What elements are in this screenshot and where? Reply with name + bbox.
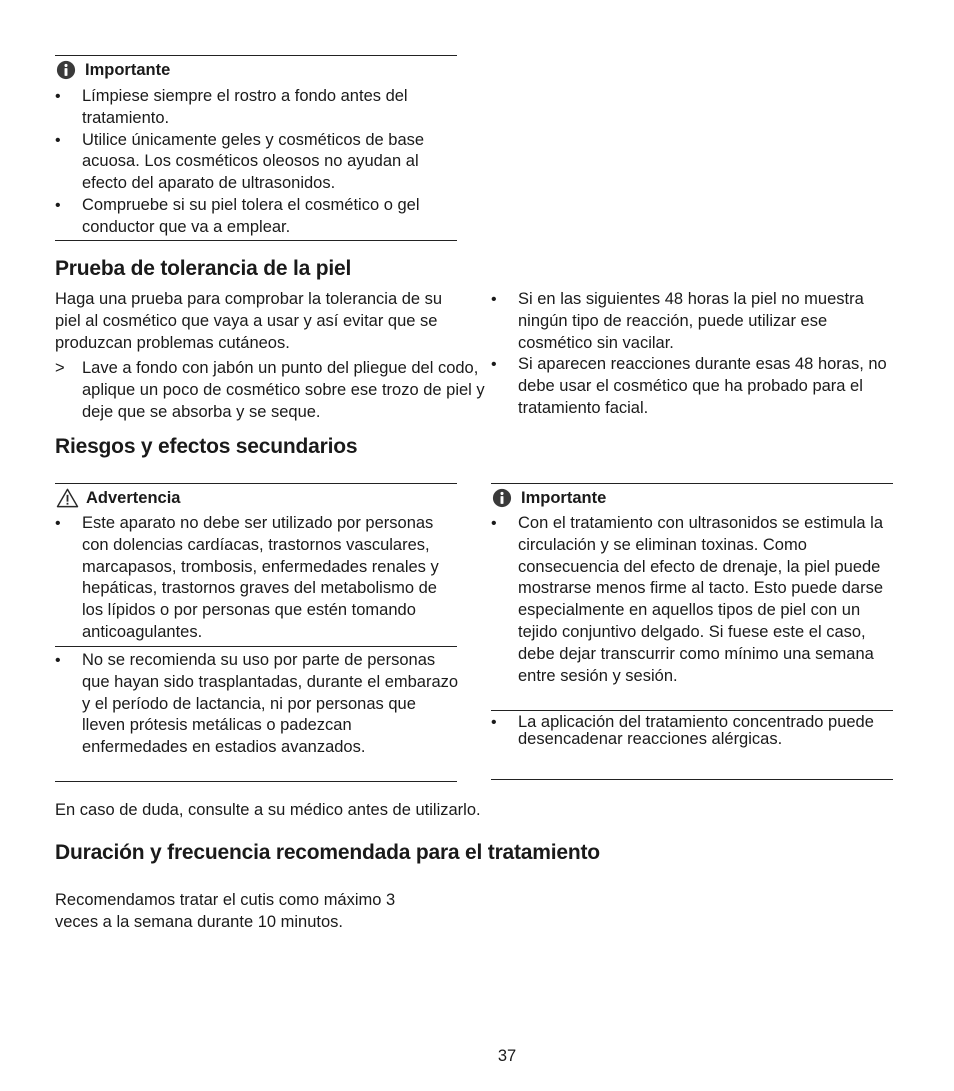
list-item: • Límpiese siempre el rostro a fondo antes del tratamiento. — [55, 86, 460, 130]
list-item: • La aplicación del tratamiento concentrado puede desencadenar reacciones alérgicas. — [491, 714, 891, 748]
tolerance-intro: Haga una prueba para comprobar la tolerancia de su piel al cosmético que vaya a usar y así evitar que se produzcan problemas cutáneos. — [55, 290, 443, 352]
bottom-rule-box1 — [55, 240, 457, 241]
step-marker: > — [55, 359, 65, 377]
risks-heading: Riesgos y efectos secundarios — [55, 435, 358, 458]
bottom-rule-important — [491, 779, 893, 780]
warning-title: Advertencia — [86, 489, 181, 507]
top-rule-warning — [55, 483, 457, 484]
page-number: 37 — [497, 1047, 517, 1065]
warning-triangle-icon — [55, 488, 80, 508]
info-icon — [491, 488, 513, 508]
tolerance-step-text: Lave a fondo con jabón un punto del pliegue del codo, aplique un poco de cosmético sobre ese trozo de piel y deje que se absorba y se seque. — [82, 359, 485, 421]
divider-important — [491, 710, 893, 711]
top-rule-important — [491, 483, 893, 484]
duration-text: Recomendamos tratar el cutis como máximo 3 veces a la semana durante 10 minutos. — [55, 891, 396, 931]
important-title-row — [491, 488, 606, 508]
warning-list-1 — [55, 513, 460, 644]
tolerance-step — [55, 358, 492, 423]
list-item: • Si aparecen reacciones durante esas 48 horas, no debe usar el cosmético que ha probado para el tratamiento facial. — [491, 354, 903, 419]
info-icon — [55, 60, 77, 80]
tolerance-heading: Prueba de tolerancia de la piel — [55, 257, 352, 280]
list-item: • Este aparato no debe ser utilizado por personas con dolencias cardíacas, trastornos vasculares, marcapasos, trombosis, enfermedades renales y hepáticas, trastornos graves del metabolismo de los lípidos o por personas que estén tomando anticoagulantes. — [55, 513, 460, 644]
list-item: • Utilice únicamente geles y cosméticos de base acuosa. Los cosméticos oleosos no ayudan al efecto del aparato de ultrasonidos. — [55, 130, 460, 195]
important-list-1 — [491, 513, 899, 687]
warning-list-2 — [55, 650, 460, 759]
box1-title-row — [55, 60, 170, 80]
list-item: • Con el tratamiento con ultrasonidos se estimula la circulación y se eliminan toxinas. Como consecuencia del efecto de drenaje, la piel puede mostrarse menos firme al tacto. Esto puede darse especialmente en aquellos tipos de piel con un tejido conjuntivo delgado. Si fuese este el caso, debe dejar transcurrir como mínimo una semana entre sesión y sesión. — [491, 513, 899, 687]
risks-note: En caso de duda, consulte a su médico antes de utilizarlo. — [55, 801, 481, 819]
list-item: • No se recomienda su uso por parte de personas que hayan sido trasplantadas, durante el embarazo y el período de lactancia, ni por personas que lleven prótesis metálicas o padezcan enfermedades en estadios avanzados. — [55, 650, 460, 759]
box1-list — [55, 86, 460, 239]
important-list-2 — [491, 714, 891, 748]
duration-heading: Duración y frecuencia recomendada para el tratamiento — [55, 841, 600, 864]
warning-title-row — [55, 488, 180, 508]
top-rule-box1 — [55, 55, 457, 56]
important-title: Importante — [521, 489, 607, 507]
bottom-rule-warning — [55, 781, 457, 782]
tolerance-right-list — [491, 289, 903, 420]
list-item: • Si en las siguientes 48 horas la piel no muestra ningún tipo de reacción, puede utilizar ese cosmético sin vacilar. — [491, 289, 903, 354]
list-item: • Compruebe si su piel tolera el cosmético o gel conductor que va a emplear. — [55, 195, 460, 239]
box1-title: Importante — [85, 61, 171, 79]
divider-warning — [55, 646, 457, 647]
